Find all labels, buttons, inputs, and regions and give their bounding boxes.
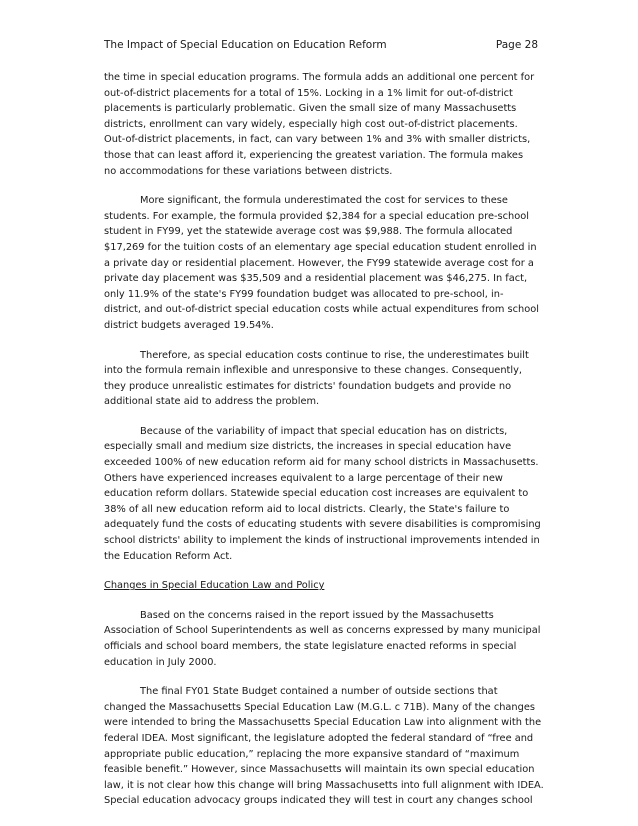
paragraph	[104, 608, 541, 670]
document-body	[104, 70, 544, 823]
text-line: districts, enrollment can vary widely, especially high cost out-of-district placements.	[104, 118, 518, 130]
text-line: 38% of all new education reform aid to local districts. Clearly, the State's failure to	[104, 503, 510, 515]
text-line: they produce unrealistic estimates for districts' foundation budgets and provide no	[104, 380, 512, 392]
text-line: Therefore, as special education costs continue to rise, the underestimates built	[140, 349, 529, 361]
text-line: law, it is not clear how this change will bring Massachusetts into full alignment with IDEA.	[104, 779, 544, 791]
text-line: into the formula remain inflexible and unresponsive to these changes. Consequently,	[104, 365, 523, 377]
text-line: additional state aid to address the problem.	[104, 396, 320, 408]
text-line: Special education advocacy groups indicated they will test in court any changes school	[104, 795, 533, 807]
text-line: school districts' ability to implement the kinds of instructional improvements intended in	[104, 535, 540, 547]
text-line: The final FY01 State Budget contained a number of outside sections that	[140, 686, 498, 698]
text-line: students. For example, the formula provided $2,384 for a special education pre-school	[104, 210, 529, 222]
text-line: district, and out-of-district special education costs while actual expenditures from school	[104, 304, 539, 316]
section-heading-paragraph	[104, 578, 538, 594]
text-line: those that can least afford it, experiencing the greatest variation. The formula makes	[104, 149, 524, 161]
text-line: student in FY99, yet the statewide average cost was $9,988. The formula allocated	[104, 226, 513, 238]
header-title: The Impact of Special Education on Education Reform	[104, 39, 387, 51]
text-line: adequately fund the costs of educating students with severe disabilities is compromising	[104, 519, 541, 531]
text-line: appropriate public education,” replacing the more expansive standard of “maximum	[104, 748, 520, 760]
paragraph	[104, 70, 538, 179]
text-line: education in July 2000.	[104, 656, 217, 668]
paragraph	[104, 348, 538, 410]
text-line: Based on the concerns raised in the report issued by the Massachusetts	[140, 609, 494, 621]
text-line: Out-of-district placements, in fact, can vary between 1% and 3% with smaller districts,	[104, 134, 531, 146]
text-line: a private day or residential placement. However, the FY99 statewide average cost for a	[104, 257, 534, 269]
text-line: the time in special education programs. The formula adds an additional one percent for	[104, 72, 535, 83]
text-line: education reform dollars. Statewide special education cost increases are equivalent to	[104, 488, 529, 500]
text-line: Association of School Superintendents as well as concerns expressed by many municipal	[104, 625, 541, 637]
paragraph	[104, 424, 541, 564]
text-line: no accommodations for these variations between districts.	[104, 165, 393, 177]
text-line: Others have experienced increases equivalent to a large percentage of their new	[104, 472, 503, 484]
text-line: private day placement was $35,509 and a residential placement was $46,275. In fact,	[104, 273, 528, 285]
paragraph	[104, 193, 538, 333]
text-line: $17,269 for the tuition costs of an elementary age special education student enrolled in	[104, 241, 537, 253]
text-line: More significant, the formula underestimated the cost for services to these	[140, 195, 508, 207]
text-line: feasible benefit.” However, since Massachusetts will maintain its own special education	[104, 764, 535, 776]
text-line: the Education Reform Act.	[104, 550, 233, 562]
text-line: district budgets averaged 19.54%.	[104, 319, 274, 331]
page-number: Page 28	[495, 39, 538, 51]
paragraph	[104, 684, 544, 809]
text-line: exceeded 100% of new education reform aid for many school districts in Massachusetts.	[104, 457, 539, 469]
page-header	[104, 38, 538, 56]
text-line: Because of the variability of impact that special education has on districts,	[140, 425, 508, 437]
text-line: especially small and medium size districts, the increases in special education have	[104, 441, 512, 453]
text-line: placements is particularly problematic. Given the small size of many Massachusetts	[104, 103, 517, 115]
text-line: federal IDEA. Most significant, the legislature adopted the federal standard of “free and	[104, 732, 534, 744]
text-line: changed the Massachusetts Special Education Law (M.G.L. c 71B). Many of the changes	[104, 701, 535, 713]
text-line: officials and school board members, the state legislature enacted reforms in special	[104, 641, 517, 652]
text-line: out-of-district placements for a total of 15%. Locking in a 1% limit for out-of-district	[104, 87, 513, 99]
text-line: only 11.9% of the state's FY99 foundation budget was allocated to pre-school, in-	[104, 288, 504, 300]
section-heading: Changes in Special Education Law and Policy	[104, 580, 325, 592]
text-line: were intended to bring the Massachusetts Special Education Law into alignment with the	[104, 717, 542, 729]
